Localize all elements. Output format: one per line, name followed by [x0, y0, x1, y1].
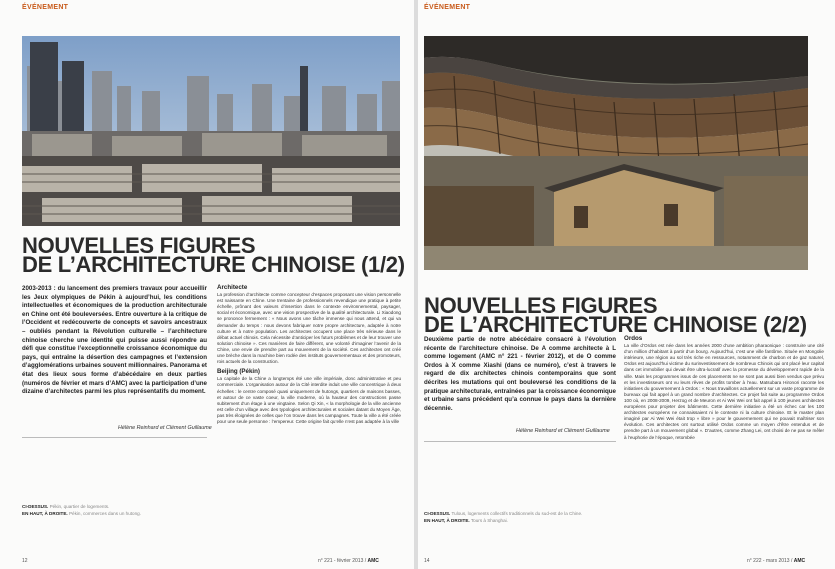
section-label: ÉVÉNEMENT — [22, 4, 69, 11]
title-line-2: DE L’ARCHITECTURE CHINOISE (2/2) — [424, 312, 807, 337]
caption-label: CI-DESSUS. — [22, 504, 49, 509]
caption — [424, 510, 616, 517]
title-line-2: DE L’ARCHITECTURE CHINOISE (1/2) — [22, 252, 405, 277]
author-signature: Hélène Reinhard et Clément Guillaume — [118, 425, 212, 431]
magazine-brand: AMC — [367, 558, 379, 564]
photo-captions — [424, 510, 616, 524]
caption-text: Pékin, quartier de logements. — [49, 504, 110, 509]
title-line-1: NOUVELLES FIGURES — [22, 233, 256, 258]
right-page — [418, 0, 835, 569]
caption — [424, 517, 616, 524]
caption — [22, 503, 207, 510]
article-title — [22, 233, 407, 277]
entry-text: La capitale de la Chine a longtemps été une ville impériale, donc administrative et peu commerciale. L’organisation autour de la Cité interdite induit une ville concentrique à deux échelles : le centre composé quasi uniquement de hutongs, quartiers de maisons basses, et autour de ce vaste coeur, la ville moderne, où la hauteur des constructions passe subitement d’un étage à une vingtaine. Selon Qi Xin, « la morphologie de la ville ancienne est celle d’un village avec des typologies architecturales et sociales datant du Moyen Âge, pas très éloignées de celles que l’on trouve dans les campagnes. Toute la ville a été créée pour une seule personne : l’empereur. Cette origine fait qu’elle n’est pas adaptée à la ville — [217, 376, 401, 424]
caption-label: EN HAUT, À DROITE. — [22, 511, 68, 516]
title-line-1: NOUVELLES FIGURES — [424, 293, 658, 318]
caption — [22, 510, 207, 517]
caption-label: EN HAUT, À DROITE. — [424, 518, 470, 523]
author-signature: Hélène Reinhard et Clément Guillaume — [516, 428, 610, 434]
photo-captions — [22, 503, 207, 517]
article-title — [424, 293, 824, 337]
text-column — [217, 285, 401, 429]
issue-text: n° 221 - février 2013 / — [318, 558, 367, 564]
divider — [22, 437, 207, 438]
lead-paragraph: 2003-2013 : du lancement des premiers travaux pour accueillir les Jeux olympiques de Pékin à aujourd’hui, les conditions intellectuelles et économiques de la production architecturale en Chine ont été bouleversées. Entre ouverture à la critique de l’Occident et redécouverte de concepts et savoirs ancestraux – oubliés pendant la Révolution culturelle – l’architecture chinoise cherche une identité qui puisse aussi répondre au défi que constitue l’exceptionnelle croissance économique du pays, qui entraîne la désertion des campagnes et l’extension d’agglomérations urbaines souvent millionnaires. Panorama et état des lieux sous forme d’abécédaire en deux parties (numéros de février et mars d’AMC) avec la participation d’une dizaine d’architectes parmi les plus représentatifs du moment. — [22, 285, 207, 396]
page-number: 14 — [424, 558, 430, 564]
caption-text: Tours à Shanghai. — [470, 518, 508, 523]
caption-text: Tulous, logements collectifs traditionnels du sud-est de la Chine. — [451, 511, 583, 516]
lead-paragraph: Deuxième partie de notre abécédaire consacré à l’évolution récente de l’architecture chinoise. De A comme architecte à L comme logement (AMC n° 221 - février 2012), et de O comme Ordos à X comme Xiashi (dans ce numéro), c’est à travers le regard de dix architectes chinois contemporains que sont décrites les mutations qui ont bouleversé les conditions de la pratique architecturale, entraînées par la croissance économique et urbaine sans précédent qu’a connue le pays dans la dernière décennie. — [424, 336, 616, 412]
section-label: ÉVÉNEMENT — [424, 4, 471, 11]
tulou-photo — [424, 36, 808, 270]
caption-text: Pékin, commerces dans un hutong. — [68, 511, 141, 516]
issue-text: n° 222 - mars 2013 / — [747, 558, 793, 564]
left-page — [0, 0, 414, 569]
entry-heading: Beijing (Pékin) — [217, 368, 260, 376]
text-column — [624, 336, 824, 445]
issue-info — [318, 558, 379, 564]
entry-text: La ville d’Ordos est née dans les années 2000 d’une ambition pharaonique : construire une cité d’un million d’habitant à partir d’un bourg. Aujourd’hui, c’est une ville fantôme. Située en Mongolie intérieure, une région au sol très riche en ressources, notamment de charbon et de gaz naturel, Ordos est aujourd’hui victime du surinvestissement de nombreux Chinois qui ont placé leur capital dans cet immobilier qui devait être ultra-lucratif avec la promesse du développement rapide de la ville. Mais les programmes issus de ces placements ne se sont pas aussi bien vendus que prévu et les investisseurs ont vu leurs rêves de profits tomber à l’eau. Matsubara Hironori raconte les initiatives du gouvernement à Ordos : « Nous travaillons actuellement sur un vaste programme de bureaux qui fait appel à un grand nombre d’architectes. Ce projet fait suite au programme Ordos 100 où, en 2008-2009, Herzog et de Meuron et Ai Wei Wei ont fait appel à 100 jeunes architectes européens pour projeter des bâtiments. Cette dernière initiative a été un échec car les 100 architectes européens ne connaissaient ni le contexte ni la culture chinoise. Et le master plan imaginé par Ai Wei Wei était trop « libre » pour le gouvernement qui ne pouvait maîtriser son évolution. Ces architectes ont surtout utilisé Ordos comme un moyen d’être entendus et de prendre part à un mouvement global ». D’autres, comme Zhang Lei, ont choisi de ne pas se mêler à l’euphorie de l’époque, retombée — [624, 343, 824, 440]
entry-text: La profession d’architecte comme concepteur d’espaces proposant une vision personnelle est naissante en Chine. Une trentaine de professionnels revendique une pratique à petite échelle, prônant des valeurs d’insertion dans le contexte environnemental, paysager, social et économique, avec une vision prospective de la qualité architecturale. Li Xiaodong se prononce fermement : « Nous avons une tâche immense qui nous attend, et qui va demander du temps : nous devons fabriquer notre propre architecture, adaptée à notre culture et à notre population. Les architectes occupent une place très sérieuse dans le débat actuel chinois. Cela nécessite d’anticiper les futurs problèmes et de leur trouver une solution chinoise ». Ces manières de faire diffèrent, une volonté d’imaginer l’avenir de la Chine, une envie de prendre part au mouvement de la société. Ces architectes ont créé une brèche dans la machine bien rodée des instituts gouvernementaux et des promoteurs, rois actuels de la construction. — [217, 292, 401, 365]
magazine-brand: AMC — [793, 558, 806, 564]
issue-info — [747, 558, 805, 564]
entry-heading: Architecte — [217, 284, 248, 291]
page-number: 12 — [22, 558, 28, 564]
beijing-housing-photo — [22, 36, 400, 226]
entry-heading: Ordos — [624, 335, 643, 342]
caption-label: CI-DESSUS. — [424, 511, 451, 516]
divider — [424, 441, 616, 442]
